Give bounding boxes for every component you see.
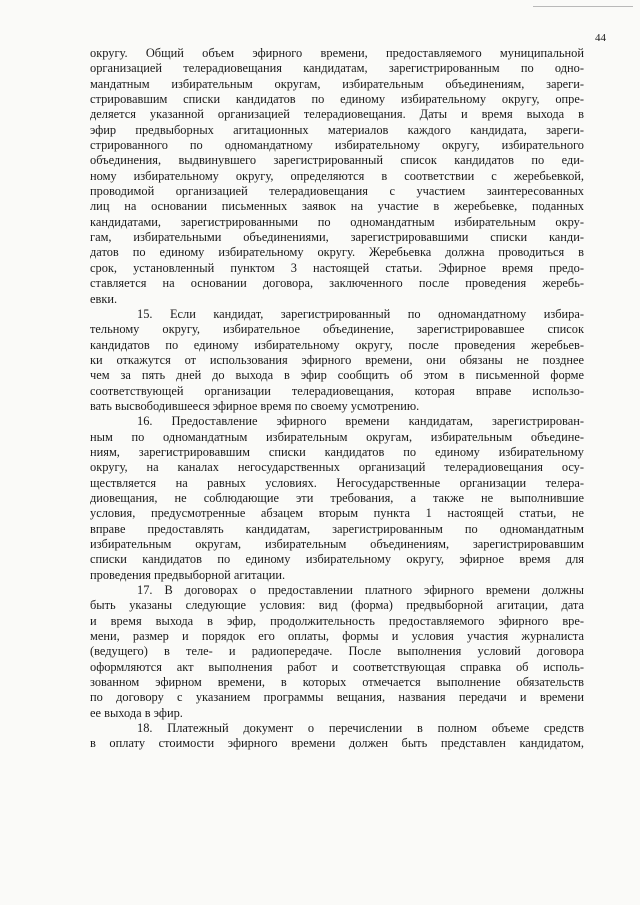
text-line: по договору с указанием программы вещания, названия передачи и времени <box>90 690 584 705</box>
text-line: евки. <box>90 291 118 306</box>
text-line: в оплату стоимости эфирного времени должен быть представлен кандидатом, <box>90 736 584 751</box>
text-line: тельному округу, избирательное объединение, зарегистрировавшее список <box>90 322 584 337</box>
text-line: быть указаны следующие условия: вид (форма) предвыборной агитации, дата <box>90 598 584 613</box>
top-rule <box>533 6 633 7</box>
text-line: соответствующей организации телерадиовещания, которая вправе использо- <box>90 383 584 398</box>
text-line: мандатным избирательным округам, избирательным объединениям, зареги- <box>90 76 584 91</box>
text-line: зованном эфирном времени, в которых отмечается выполнение обязательств <box>90 675 584 690</box>
text-line: округу, на каналах негосударственных организаций телерадиовещания осу- <box>90 460 584 475</box>
text-line: 15. Если кандидат, зарегистрированный по одномандатному избира- <box>137 306 584 321</box>
text-line: 17. В договорах о предоставлении платного эфирного времени должны <box>137 583 584 598</box>
text-line: ки откажутся от использования эфирного времени, они обязаны не позднее <box>90 352 584 367</box>
text-line: стрировавшим списки кандидатов по единому избирательному округу, опре- <box>90 92 584 107</box>
text-line: 18. Платежный документ о перечислении в полном объеме средств <box>137 721 584 736</box>
text-line: ее выхода в эфир. <box>90 705 183 720</box>
document-body <box>90 46 584 752</box>
text-line: ным по одномандатным избирательным округам, избирательным объедине- <box>90 429 584 444</box>
text-line: 16. Предоставление эфирного времени кандидатам, зарегистрирован- <box>137 414 584 429</box>
text-line: ниям, зарегистрировавшим списки кандидатов по единому избирательному <box>90 444 584 459</box>
text-line: проведения предвыборной агитации. <box>90 567 286 582</box>
text-line: вать высвободившееся эфирное время по своему усмотрению. <box>90 398 420 413</box>
text-line: стрированного по одномандатному избирательному округу, избирательного <box>90 138 584 153</box>
text-line: (ведущего) в теле- и радиопередаче. После выполнения условий договора <box>90 644 584 659</box>
text-line: срок, установленный пунктом 3 настоящей статьи. Эфирное время предо- <box>90 260 584 275</box>
text-line: вправе предоставлять кандидатам, зарегистрированным по одномандатным <box>90 521 584 536</box>
text-line: условия, предусмотренные абзацем вторым пункта 1 настоящей статьи, не <box>90 506 584 521</box>
text-line: чем за пять дней до выхода в эфир сообщить об этом в письменной форме <box>90 368 584 383</box>
text-line: оформляются акт выполнения работ и соответствующая справка об исполь- <box>90 659 584 674</box>
text-line: ществляется на равных условиях. Негосударственные организации телера- <box>90 475 584 490</box>
text-line: диовещания, не соблюдающие эти требования, а также не выполнившие <box>90 490 584 505</box>
text-line: округу. Общий объем эфирного времени, предоставляемого муниципальной <box>90 46 584 60</box>
page-number: 44 <box>595 32 606 44</box>
text-line: эфир предвыборных агитационных материалов каждого кандидата, зареги- <box>90 122 584 137</box>
text-line: деляется указанной организацией телерадиовещания. Даты и время выхода в <box>90 107 584 122</box>
text-line: ставляется на основании договора, заключенного после проведения жеребь- <box>90 276 584 291</box>
text-line: организацией телерадиовещания кандидатам, зарегистрированным по одно- <box>90 61 584 76</box>
text-line: кандидатов по единому избирательному округу, после проведения жеребьев- <box>90 337 584 352</box>
text-line: мени, размер и порядок его оплаты, формы и условия участия журналиста <box>90 629 584 644</box>
text-line: лиц на основании письменных заявок на участие в жеребьевке, поданных <box>90 199 584 214</box>
text-line: избирательным округам, избирательным объединениям, зарегистрировавшим <box>90 537 584 551</box>
text-line: объединения, выдвинувшего зарегистрированный список кандидатов по еди- <box>90 153 584 168</box>
text-line: списки кандидатов по единому избирательному округу, эфирное время для <box>90 552 584 567</box>
text-line: ному избирательному округу, определяются в соответствии с жеребьевкой, <box>90 168 584 183</box>
text-line: и время выхода в эфир, продолжительность предоставляемого эфирного вре- <box>90 613 584 628</box>
text-line: кандидатами, зарегистрированными по одномандатным избирательным окру- <box>90 214 584 229</box>
text-line: гам, избирательными объединениями, зарегистрировавшими списки канди- <box>90 230 584 245</box>
text-line: датов по единому избирательному округу. Жеребьевка должна проводиться в <box>90 245 584 260</box>
text-line: проводимой организацией телерадиовещания с участием заинтересованных <box>90 184 584 199</box>
